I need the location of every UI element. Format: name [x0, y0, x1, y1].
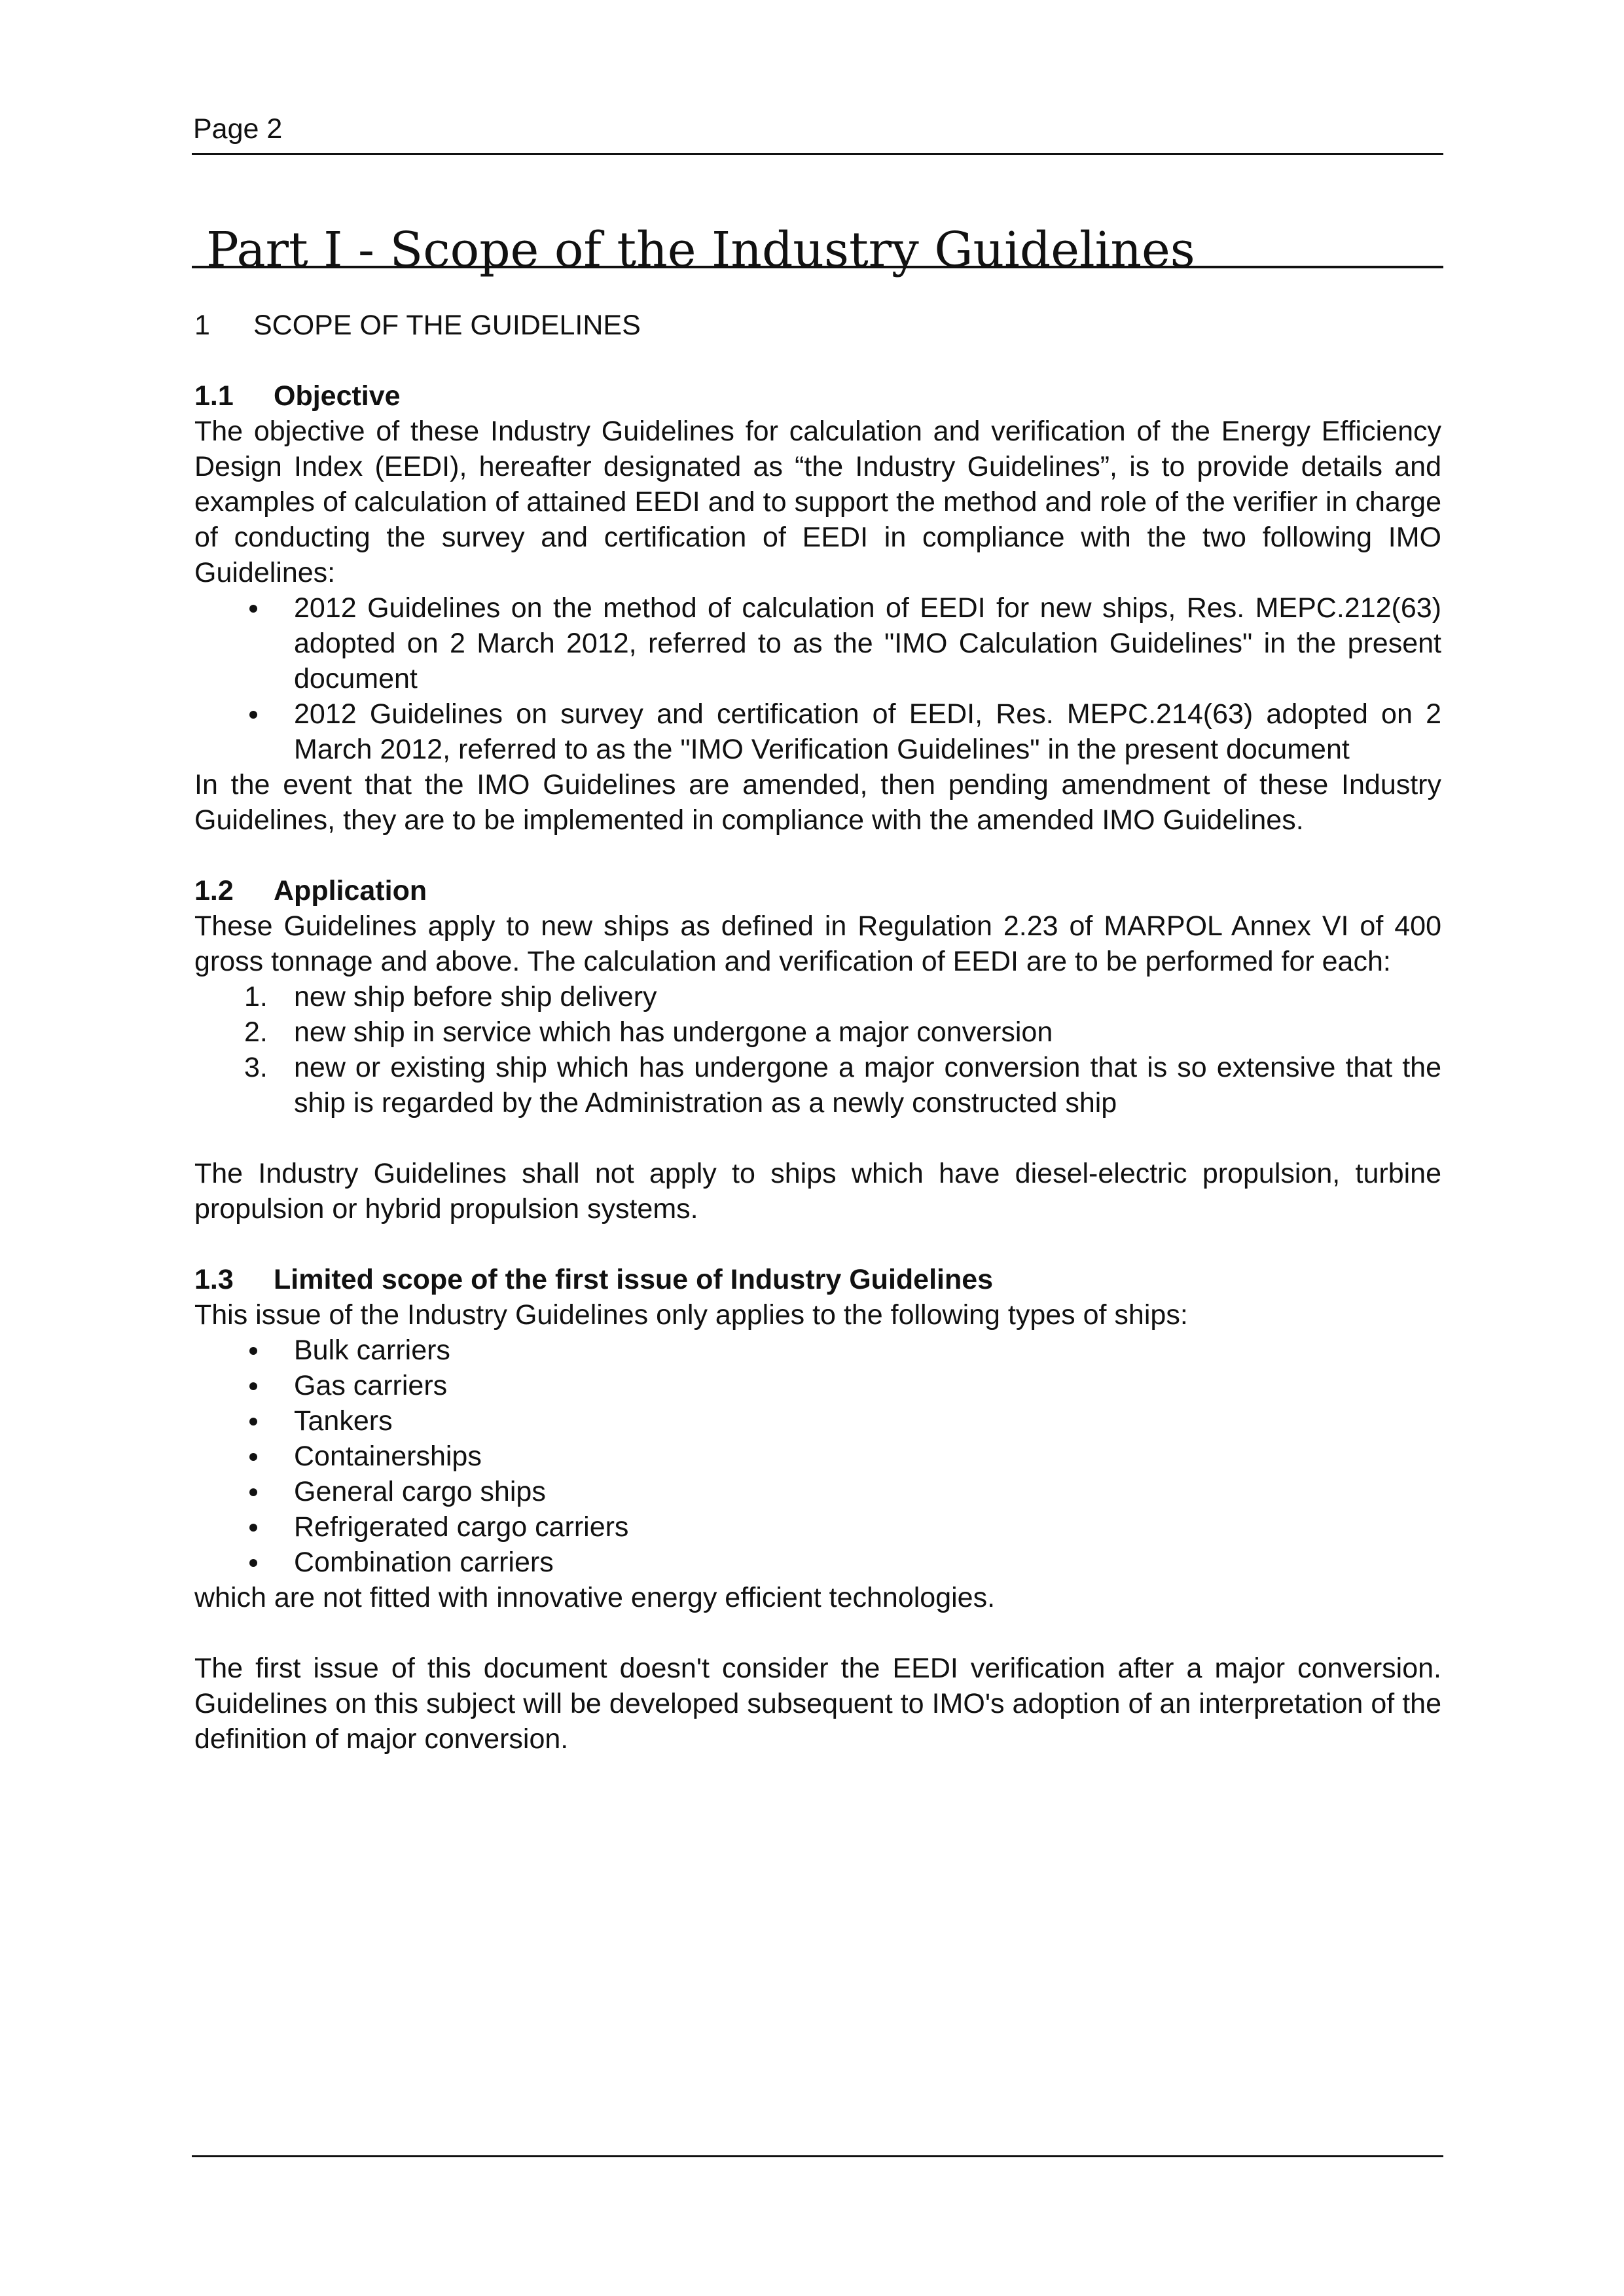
subsection-title: Limited scope of the first issue of Industry Guidelines — [274, 1264, 994, 1295]
subsection-title: Objective — [274, 380, 401, 412]
part-title: Part I - Scope of the Industry Guidelines — [206, 221, 1195, 278]
list-item-text: new or existing ship which has undergone a major conversion that is so extensive that the ship is regarded by the Administration as a newly constructed ship — [294, 1052, 1441, 1119]
subsection-1-3-heading — [194, 1262, 1441, 1297]
list-item — [194, 1545, 1441, 1580]
bullet-icon — [249, 1559, 257, 1567]
list-item-text: Combination carriers — [294, 1547, 554, 1578]
list-number: 2. — [244, 1016, 268, 1048]
subsection-number: 1.1 — [194, 380, 234, 412]
ship-types-list — [194, 1333, 1441, 1580]
subsection-1-2-heading — [194, 873, 1441, 908]
amendment-paragraph: In the event that the IMO Guidelines are amended, then pending amendment of these Industry Guidelines, they are to be implemented in compliance with the amended IMO Guidelines. — [194, 769, 1441, 836]
imo-guidelines-list — [194, 590, 1441, 767]
header-divider — [192, 153, 1443, 155]
list-item-text: Tankers — [294, 1405, 393, 1437]
list-item — [194, 1050, 1441, 1121]
exclusion-paragraph: The Industry Guidelines shall not apply to ships which have diesel-electric propulsion, turbine propulsion or hybrid propulsion systems. — [194, 1158, 1441, 1225]
bullet-icon — [249, 1453, 257, 1461]
list-item-text: Gas carriers — [294, 1370, 448, 1401]
list-number: 3. — [244, 1052, 268, 1083]
subsection-1-1-heading — [194, 378, 1441, 414]
part-title-divider — [192, 266, 1443, 268]
list-item — [194, 1403, 1441, 1439]
subsection-number: 1.3 — [194, 1264, 234, 1295]
list-item — [194, 1014, 1441, 1050]
list-item — [194, 1439, 1441, 1474]
bullet-icon — [249, 1382, 257, 1390]
bullet-icon — [249, 1488, 257, 1496]
list-item-text: Containerships — [294, 1441, 482, 1472]
section-number: 1 — [194, 310, 210, 341]
list-item — [194, 590, 1441, 696]
list-number: 1. — [244, 981, 268, 1013]
subsection-number: 1.2 — [194, 875, 234, 906]
bullet-icon — [249, 605, 257, 613]
footer-divider — [192, 2155, 1443, 2157]
list-item — [194, 1333, 1441, 1368]
bullet-icon — [249, 1524, 257, 1532]
bullet-icon — [249, 711, 257, 719]
list-item-text: 2012 Guidelines on the method of calculation of EEDI for new ships, Res. MEPC.212(63) adopted on 2 March 2012, referred to as the "IMO Calculation Guidelines" in the present document — [294, 592, 1441, 694]
scope-qualifier-paragraph: which are not fitted with innovative energy efficient technologies. — [194, 1582, 996, 1613]
bullet-icon — [249, 1418, 257, 1426]
main-content — [194, 308, 1441, 1757]
application-cases-list — [194, 979, 1441, 1121]
section-title: SCOPE OF THE GUIDELINES — [253, 310, 641, 341]
list-item — [194, 1474, 1441, 1509]
application-paragraph: These Guidelines apply to new ships as defined in Regulation 2.23 of MARPOL Annex VI of 400 gross tonnage and above. The calculation and verification of EEDI are to be performed for each: — [194, 910, 1441, 977]
section-1-heading — [194, 308, 1441, 343]
list-item — [194, 1368, 1441, 1403]
subsection-title: Application — [274, 875, 427, 906]
list-item-text: new ship in service which has undergone a major conversion — [294, 1016, 1053, 1048]
objective-paragraph: The objective of these Industry Guidelines for calculation and verification of the Energy Efficiency Design Index (EEDI), hereafter designated as “the Industry Guidelines”, is to provide details and examples of calculation of attained EEDI and to support the method and role of the verifier in charge of conducting the survey and certification of EEDI in compliance with the two following IMO Guidelines: — [194, 416, 1441, 588]
scope-intro-paragraph: This issue of the Industry Guidelines only applies to the following types of ships: — [194, 1299, 1188, 1331]
list-item-text: 2012 Guidelines on survey and certification of EEDI, Res. MEPC.214(63) adopted on 2 March 2012, referred to as the "IMO Verification Guidelines" in the present document — [294, 698, 1441, 765]
list-item-text: General cargo ships — [294, 1476, 546, 1507]
list-item — [194, 979, 1441, 1014]
page-number-header: Page 2 — [193, 113, 283, 145]
list-item — [194, 696, 1441, 767]
list-item — [194, 1509, 1441, 1545]
bullet-icon — [249, 1347, 257, 1355]
list-item-text: new ship before ship delivery — [294, 981, 657, 1013]
first-issue-paragraph: The first issue of this document doesn't consider the EEDI verification after a major conversion. Guidelines on this subject will be developed subsequent to IMO's adoption of an interpretation of the definition of major conversion. — [194, 1653, 1441, 1755]
list-item-text: Refrigerated cargo carriers — [294, 1511, 629, 1543]
list-item-text: Bulk carriers — [294, 1335, 450, 1366]
